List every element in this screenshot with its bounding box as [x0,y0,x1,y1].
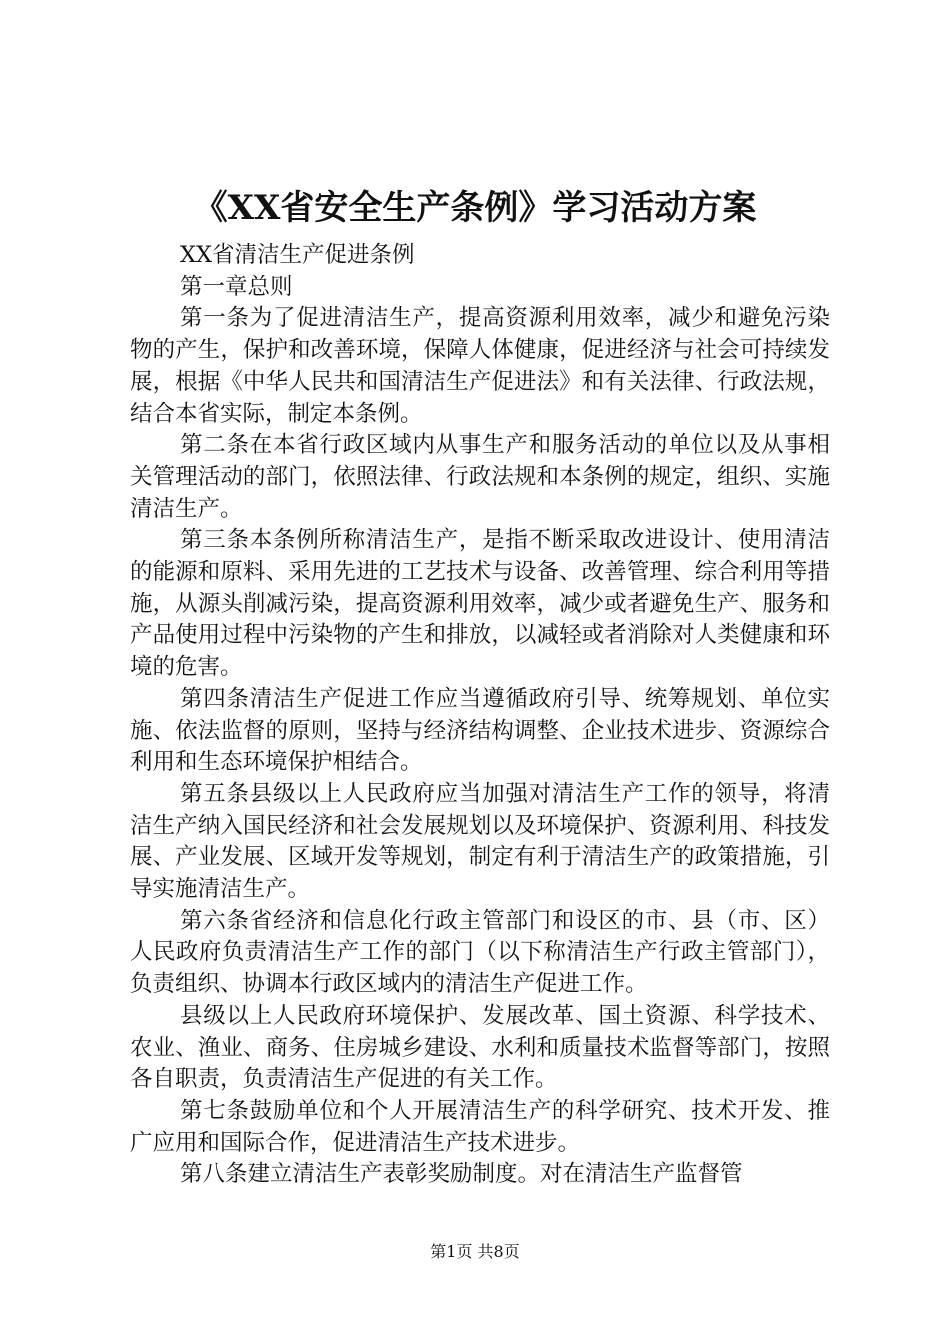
paragraph: 第八条建立清洁生产表彰奖励制度。对在清洁生产监督管 [180,1161,743,1188]
paragraph: 第一章总则 [180,273,293,300]
document-title: 《XX省安全生产条例》学习活动方案 [193,188,757,228]
paragraph: 第一条为了促进清洁生产，提高资源利用效率，减少和避免污染物的产生，保护和改善环境，保障人体健康，促进经济与社会可持续发展，根据《中华人民共和国清洁生产促进法》和有关法律、行政法规，结合本省实际，制定本条例。 [130,305,830,427]
paragraph: 县级以上人民政府环境保护、发展改革、国土资源、科学技术、农业、渔业、商务、住房城乡建设、水利和质量技术监督等部门，按照各自职责，负责清洁生产促进的有关工作。 [130,1002,830,1093]
paragraph: XX省清洁生产促进条例 [180,242,415,268]
paragraph: 第四条清洁生产促进工作应当遵循政府引导、统筹规划、单位实施、依法监督的原则，坚持与经济结构调整、企业技术进步、资源综合利用和生态环境保护相结合。 [130,685,830,776]
page-footer: 第1页 共8页 [430,1242,520,1261]
paragraph: 第七条鼓励单位和个人开展清洁生产的科学研究、技术开发、推广应用和国际合作，促进清洁生产技术进步。 [130,1097,830,1156]
paragraph: 第二条在本省行政区域内从事生产和服务活动的单位以及从事相关管理活动的部门，依照法律、行政法规和本条例的规定，组织、实施清洁生产。 [130,432,830,522]
paragraph: 第六条省经济和信息化行政主管部门和设区的市、县（市、区）人民政府负责清洁生产工作的部门（以下称清洁生产行政主管部门），负责组织、协调本行政区域内的清洁生产促进工作。 [130,907,830,998]
document-body [130,240,830,1191]
paragraph: 第三条本条例所称清洁生产，是指不断采取改进设计、使用清洁的能源和原料、采用先进的工艺技术与设备、改善管理、综合利用等措施，从源头削减污染，提高资源利用效率，减少或者避免生产、服务和产品使用过程中污染物的产生和排放，以减轻或者消除对人类健康和环境的危害。 [130,527,830,681]
paragraph: 第五条县级以上人民政府应当加强对清洁生产工作的领导，将清洁生产纳入国民经济和社会发展规划以及环境保护、资源利用、科技发展、产业发展、区域开发等规划，制定有利于清洁生产的政策措施，引导实施清洁生产。 [130,780,830,903]
